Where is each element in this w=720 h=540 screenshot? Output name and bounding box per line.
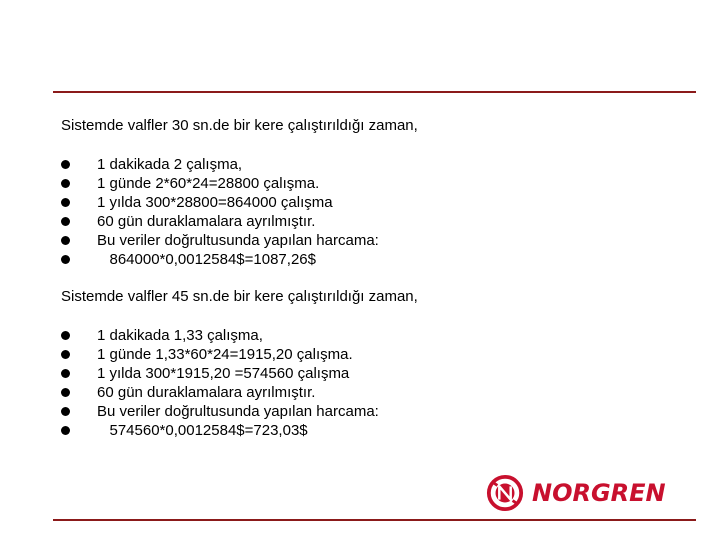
list-item <box>61 174 701 193</box>
list-item-text: 1 günde 1,33*60*24=1915,20 çalışma. <box>97 346 353 363</box>
list-item-text: 1 yılda 300*28800=864000 çalışma <box>97 194 333 211</box>
bullet-list <box>61 326 701 440</box>
list-item <box>61 383 701 402</box>
bullet-icon <box>61 369 70 378</box>
norgren-wordmark: NORGREN <box>532 479 666 507</box>
norgren-logo <box>486 473 698 513</box>
norgren-emblem-icon <box>486 474 524 512</box>
list-item <box>61 155 701 174</box>
list-item-text: 1 yılda 300*1915,20 =574560 çalışma <box>97 365 350 382</box>
bullet-icon <box>61 217 70 226</box>
list-item <box>61 402 701 421</box>
bullet-icon <box>61 160 70 169</box>
bullet-icon <box>61 179 70 188</box>
list-item <box>61 250 701 269</box>
bullet-icon <box>61 331 70 340</box>
calculation-section-45s <box>61 287 701 440</box>
list-item-text: Bu veriler doğrultusunda yapılan harcama: <box>97 403 379 420</box>
list-item-text: 1 günde 2*60*24=28800 çalışma. <box>97 175 320 192</box>
list-item <box>61 326 701 345</box>
section-intro: Sistemde valfler 30 sn.de bir kere çalıştırıldığı zaman, <box>61 117 418 134</box>
bottom-divider <box>53 519 696 521</box>
list-item <box>61 421 701 440</box>
bullet-icon <box>61 198 70 207</box>
list-item-text: 864000*0,0012584$=1087,26$ <box>97 251 316 268</box>
bullet-icon <box>61 350 70 359</box>
section-intro: Sistemde valfler 45 sn.de bir kere çalıştırıldığı zaman, <box>61 288 418 305</box>
list-item-text: 1 dakikada 2 çalışma, <box>97 156 243 173</box>
list-item <box>61 364 701 383</box>
list-item <box>61 231 701 250</box>
bullet-icon <box>61 388 70 397</box>
list-item <box>61 345 701 364</box>
bullet-list <box>61 155 701 269</box>
bullet-icon <box>61 407 70 416</box>
calculation-section-30s <box>61 116 701 269</box>
list-item-text: Bu veriler doğrultusunda yapılan harcama: <box>97 232 379 249</box>
list-item-text: 1 dakikada 1,33 çalışma, <box>97 327 263 344</box>
list-item <box>61 193 701 212</box>
top-divider <box>53 91 696 93</box>
list-item <box>61 212 701 231</box>
list-item-text: 574560*0,0012584$=723,03$ <box>97 422 308 439</box>
list-item-text: 60 gün duraklamalara ayrılmıştır. <box>97 213 316 230</box>
bullet-icon <box>61 236 70 245</box>
list-item-text: 60 gün duraklamalara ayrılmıştır. <box>97 384 316 401</box>
bullet-icon <box>61 426 70 435</box>
bullet-icon <box>61 255 70 264</box>
